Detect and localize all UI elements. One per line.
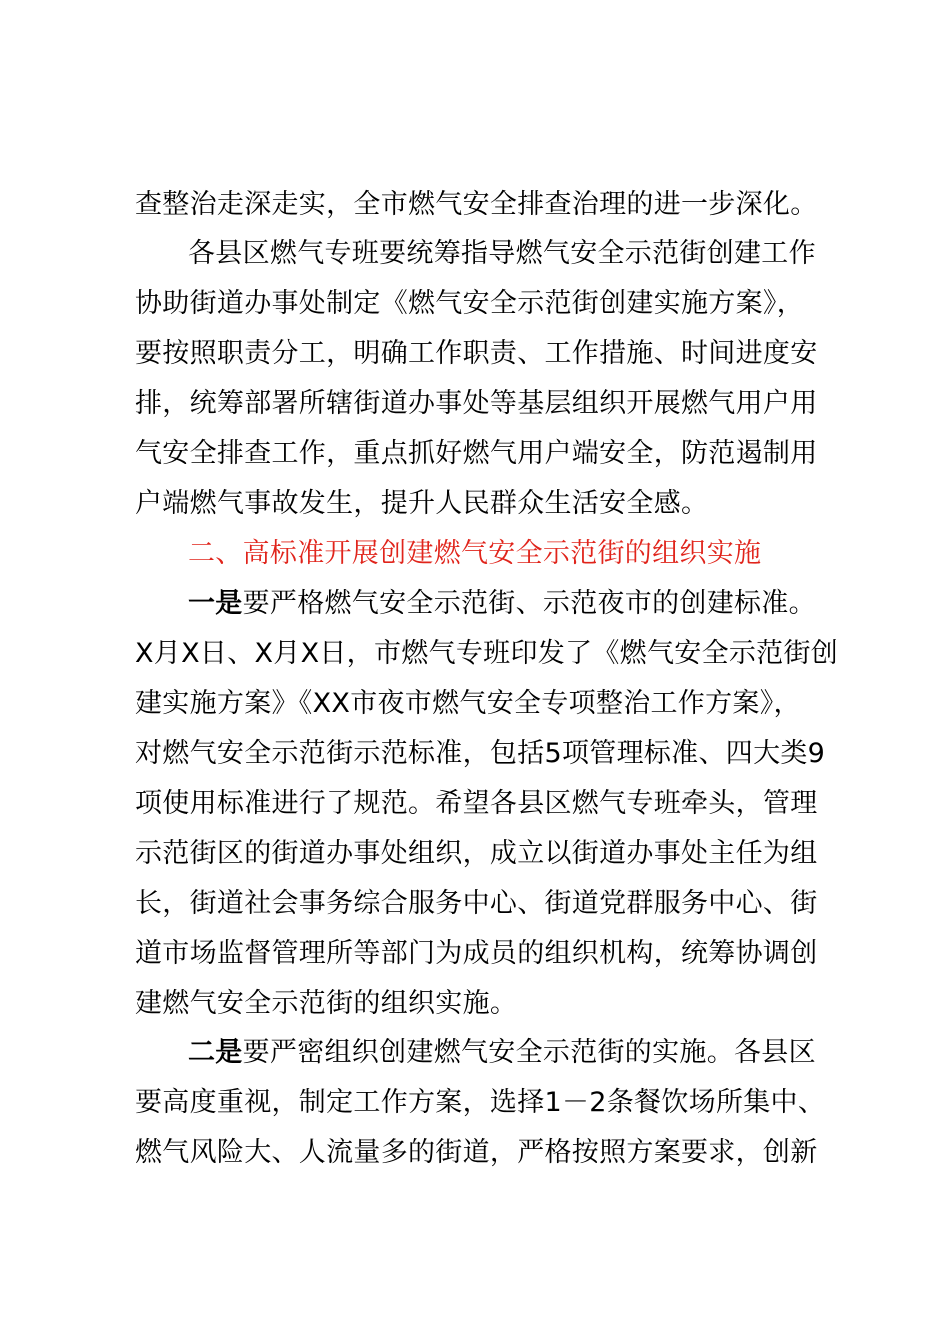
text-line: 协助街道办事处制定《燃气安全示范街创建实施方案》， bbox=[135, 288, 804, 319]
text-line: 示范街区的街道办事处组织，成立以街道办事处主任为组 bbox=[135, 838, 818, 869]
text-line: 排，统筹部署所辖街道办事处等基层组织开展燃气用户用 bbox=[135, 388, 818, 419]
lead-bold: 一是 bbox=[188, 588, 243, 619]
lead-bold: 二是 bbox=[188, 1037, 243, 1068]
text-line bbox=[188, 588, 816, 622]
text-line: X月X日、X月X日，市燃气专班印发了《燃气安全示范街创 bbox=[135, 638, 839, 669]
text-line: 气安全排查工作，重点抓好燃气用户端安全，防范遏制用 bbox=[135, 438, 818, 469]
text-line: 查整治走深走实，全市燃气安全排查治理的进一步深化。 bbox=[135, 189, 818, 220]
text-line: 对燃气安全示范街示范标准，包括5项管理标准、四大类9 bbox=[135, 738, 826, 769]
text-line: 要按照职责分工，明确工作职责、工作措施、时间进度安 bbox=[135, 338, 818, 369]
text-line: 长，街道社会事务综合服务中心、街道党群服务中心、街 bbox=[135, 888, 818, 919]
text-line: 燃气风险大、人流量多的街道，严格按照方案要求，创新 bbox=[135, 1137, 818, 1168]
section-heading: 二、高标准开展创建燃气安全示范街的组织实施 bbox=[188, 538, 762, 569]
text-line bbox=[188, 1037, 816, 1071]
lead-rest: 要严密组织创建燃气安全示范街的实施。各县区 bbox=[242, 1037, 816, 1068]
lead-rest: 要严格燃气安全示范街、示范夜市的创建标准。 bbox=[242, 588, 816, 619]
text-line: 项使用标准进行了规范。希望各县区燃气专班牵头，管理 bbox=[135, 788, 818, 819]
text-line: 户端燃气事故发生，提升人民群众生活安全感。 bbox=[135, 488, 709, 519]
text-line: 道市场监督管理所等部门为成员的组织机构，统筹协调创 bbox=[135, 938, 818, 969]
text-line: 各县区燃气专班要统筹指导燃气安全示范街创建工作 bbox=[188, 238, 816, 269]
text-line: 建燃气安全示范街的组织实施。 bbox=[135, 988, 518, 1019]
text-line: 要高度重视，制定工作方案，选择1－2条餐饮场所集中、 bbox=[135, 1087, 826, 1118]
text-line: 建实施方案》《XX市夜市燃气安全专项整治工作方案》， bbox=[135, 688, 801, 719]
